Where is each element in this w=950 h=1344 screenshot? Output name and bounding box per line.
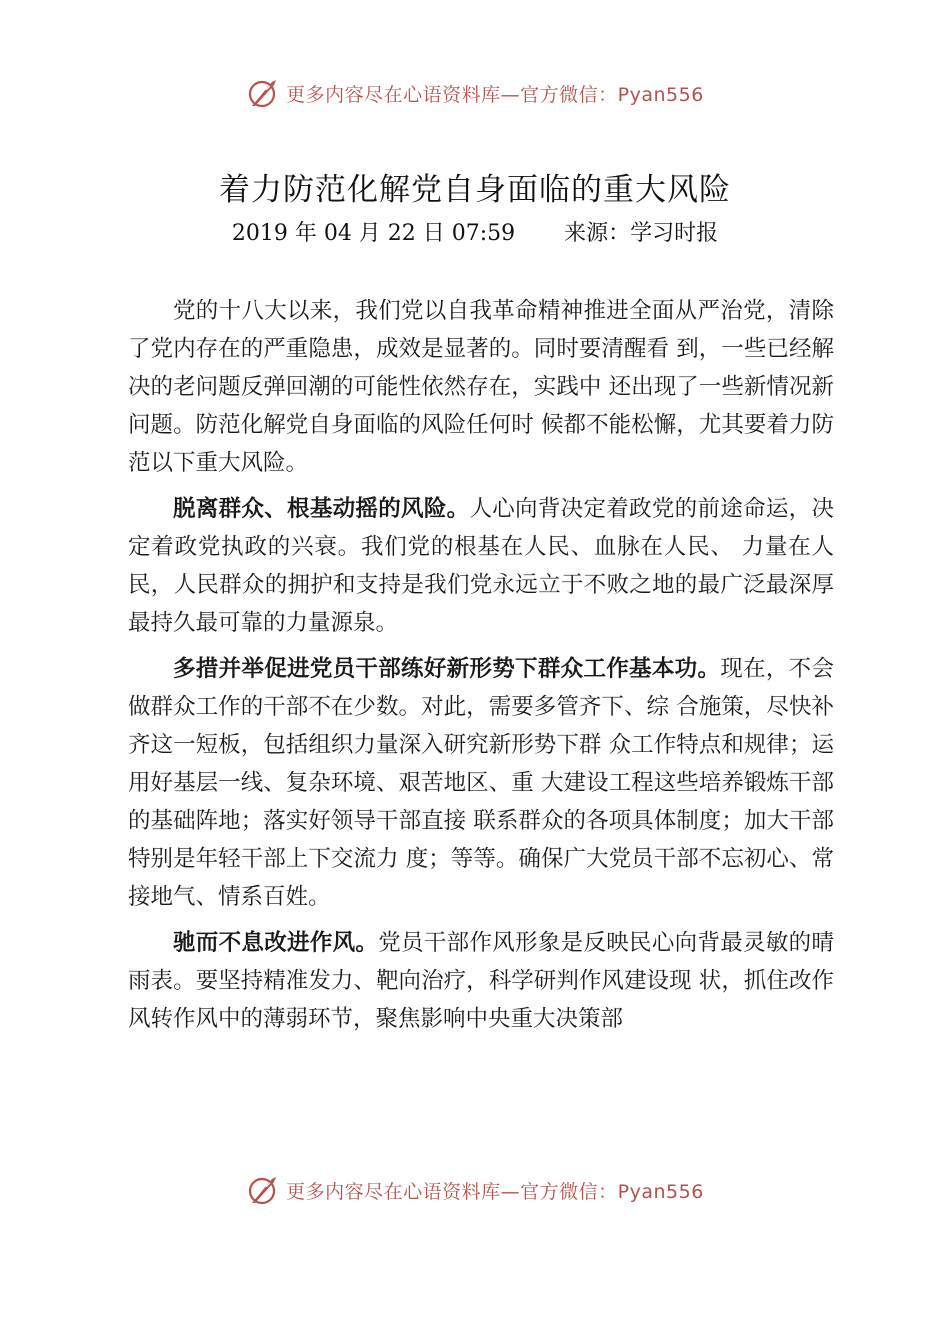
paragraph: [128, 924, 834, 1038]
paragraph-lead: 脱离群众、根基动摇的风险。: [173, 496, 470, 522]
watermark-footer: [0, 1170, 950, 1210]
article-body: [128, 292, 834, 1046]
paragraph: [128, 490, 834, 642]
paragraph-lead: 多措并举促进党员干部练好新形势下群众工作基本功。: [173, 656, 721, 682]
watermark-text: 更多内容尽在心语资料库—官方微信：Pyan556: [286, 83, 704, 106]
paragraph-text: 党的十八大以来，我们党以自我革命精神推进全面从严治党，清除了党内存在的严重隐患，成效是显著的。同时要清醒看 到，一些已经解决的老问题反弹回潮的可能性依然存在，实践中 还出现了一些新情况新问题。防范化解党自身面临的风险任何时 候都不能松懈，尤其要着力防范以下重大风险。: [128, 298, 834, 476]
watermark-text: 更多内容尽在心语资料库—官方微信：Pyan556: [286, 1180, 704, 1203]
quill-logo-icon: [246, 1173, 280, 1207]
paragraph-lead: 驰而不息改进作风。: [173, 930, 379, 956]
paragraph-text: 现在，不会做群众工作的干部不在少数。对此，需要多管齐下、综 合施策，尽快补齐这一短板，包括组织力量深入研究新形势下群 众工作特点和规律；运用好基层一线、复杂环境、艰苦地区、重 大建设工程这些培养锻炼干部的基础阵地；落实好领导干部直接 联系群众的各项具体制度；加大干部特别是年轻干部上下交流力 度；等等。确保广大党员干部不忘初心、常接地气、情系百姓。: [128, 656, 834, 910]
paragraph: [128, 650, 834, 916]
article-meta: [0, 216, 950, 247]
paragraph-text: 党员干部作风形象是反映民心向背最灵敏的晴雨表。要坚持精准发力、靶向治疗，科学研判作风建设现 状，抓住改作风转作风中的薄弱环节，聚焦影响中央重大决策部: [128, 930, 834, 1032]
quill-logo-icon: [246, 76, 280, 110]
page-title: 着力防范化解党自身面临的重大风险: [219, 172, 731, 208]
paragraph: [128, 292, 834, 482]
paragraph-text: 人心向背决定着政党的前途命运，决定着政党执政的兴衰。我们党的根基在人民、血脉在人民、 力量在人民，人民群众的拥护和支持是我们党永远立于不败之地的最广泛最深厚最持久最可靠的力量源泉。: [128, 496, 834, 636]
article-date: 2019 年 04 月 22 日 07:59: [231, 221, 516, 246]
article-source: 来源：学习时报: [564, 221, 719, 246]
watermark-header: [0, 73, 950, 113]
